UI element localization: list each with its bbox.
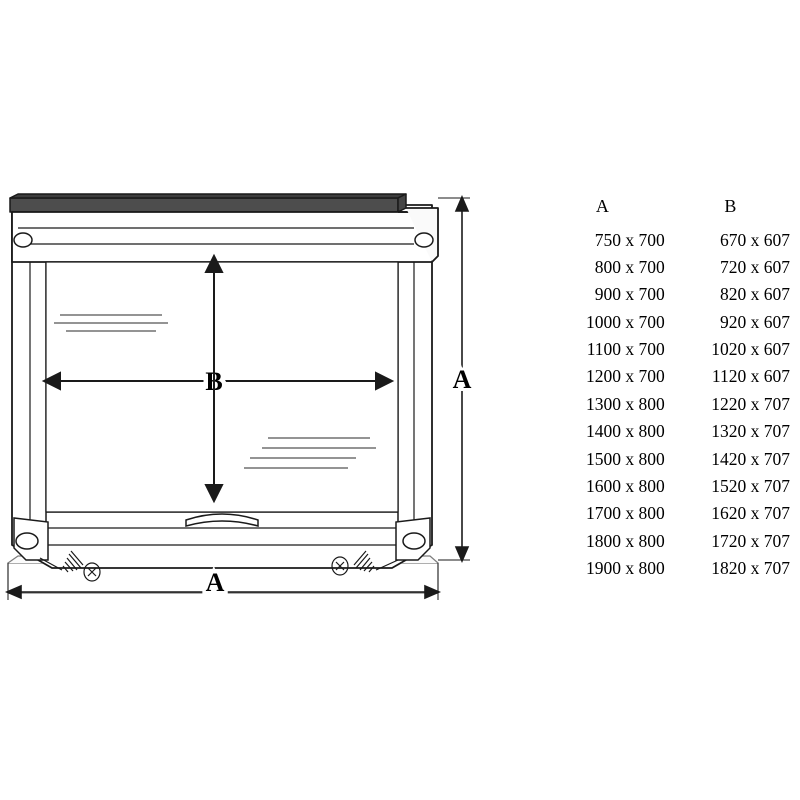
cell-b: 1820 x 707 [711,558,790,579]
cell-a: 1700 x 800 [586,503,665,524]
table-header-b: B [724,196,737,216]
cell-b: 920 x 607 [720,311,790,332]
cell-a: 800 x 700 [594,256,665,277]
cell-b: 1420 x 707 [711,448,790,469]
table-row [540,418,790,445]
cell-b: 1220 x 707 [711,393,790,414]
size-table-container [540,196,790,582]
cell-b: 1620 x 707 [711,503,790,524]
table-row [540,500,790,527]
cell-a: 900 x 700 [594,284,665,305]
cell-a: 1200 x 700 [586,366,665,387]
cell-b: 1120 x 607 [711,366,790,387]
table-row [540,527,790,554]
table-row [540,363,790,390]
size-table [540,196,790,582]
cell-a: 1900 x 800 [586,558,665,579]
cell-b: 820 x 607 [720,284,790,305]
cell-a: 750 x 700 [594,229,665,250]
cell-b: 1520 x 707 [711,476,790,497]
label-a-horizontal: A [205,568,225,597]
cell-a: 1800 x 800 [586,530,665,551]
table-header-a: A [595,196,609,216]
table-row [540,253,790,280]
table-row [540,555,790,582]
cell-b: 1720 x 707 [711,530,790,551]
table-row [540,473,790,500]
table-row [540,336,790,363]
cell-b: 720 x 607 [720,256,790,277]
cell-b: 1020 x 607 [711,339,790,360]
label-b-horizontal: B [205,367,223,396]
cell-a: 1000 x 700 [586,311,665,332]
cell-a: 1400 x 800 [586,421,665,442]
table-row [540,390,790,417]
cell-a: 1600 x 800 [586,476,665,497]
cell-b: 1320 x 707 [711,421,790,442]
table-row [540,308,790,335]
cell-a: 1300 x 800 [586,393,665,414]
table-row [540,226,790,253]
table-row [540,445,790,472]
cell-a: 1100 x 700 [586,339,665,360]
cell-a: 1500 x 800 [586,448,665,469]
label-a-vertical: A [452,365,472,394]
cell-b: 670 x 607 [720,229,790,250]
table-header-row [540,196,790,226]
table-row [540,281,790,308]
